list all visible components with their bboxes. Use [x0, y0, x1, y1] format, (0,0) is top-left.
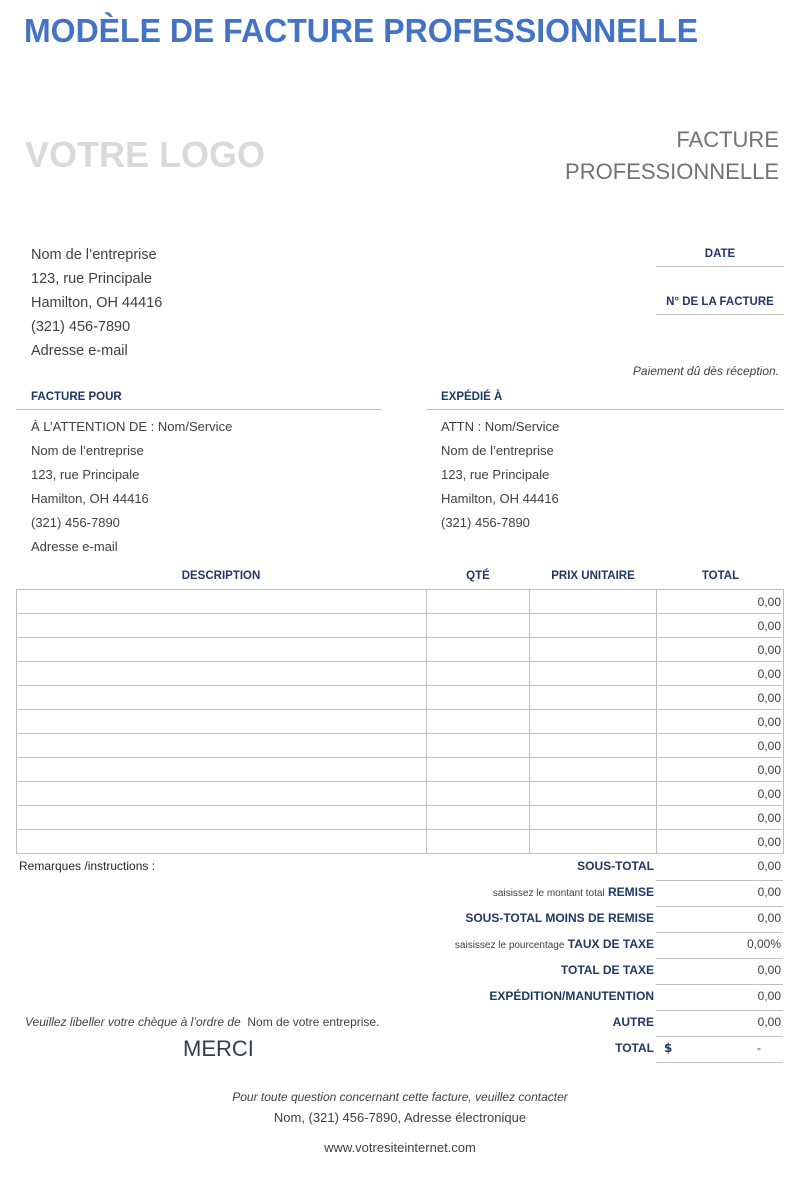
invoice-title-line2: PROFESSIONNELLE	[565, 159, 779, 184]
unit-price-cell[interactable]	[530, 686, 657, 710]
unit-price-cell[interactable]	[530, 614, 657, 638]
description-cell[interactable]	[17, 590, 427, 614]
table-row	[17, 734, 784, 758]
table-row	[17, 830, 784, 854]
unit-price-cell[interactable]	[530, 590, 657, 614]
total-cell: 0,00	[657, 638, 784, 662]
shipping-label: EXPÉDITION/MANUTENTION	[489, 989, 654, 1003]
total-cell: 0,00	[657, 614, 784, 638]
website: www.votresiteinternet.com	[324, 1140, 476, 1155]
invoice-number-field[interactable]	[656, 314, 784, 315]
sender-street[interactable]: 123, rue Principale	[31, 271, 152, 287]
bill-to-heading: FACTURE POUR	[31, 391, 122, 403]
unit-price-cell[interactable]	[530, 710, 657, 734]
sender-email[interactable]: Adresse e-mail	[31, 343, 128, 359]
tax-rate-label: TAUX DE TAXE	[567, 937, 654, 951]
unit-price-cell[interactable]	[530, 758, 657, 782]
table-row	[17, 590, 784, 614]
total-cell: 0,00	[657, 662, 784, 686]
invoice-title-line1: FACTURE	[676, 127, 779, 152]
qty-cell[interactable]	[427, 710, 530, 734]
description-cell[interactable]	[17, 638, 427, 662]
table-row	[17, 686, 784, 710]
cheque-payee[interactable]: Nom de votre entreprise.	[247, 1015, 380, 1029]
summary-shipping	[380, 985, 783, 1011]
ship-to-divider	[427, 409, 784, 410]
description-cell[interactable]	[17, 758, 427, 782]
description-cell[interactable]	[17, 734, 427, 758]
column-header-qty: QTÉ	[466, 570, 490, 582]
date-label: DATE	[704, 248, 736, 260]
payment-note: Paiement dû dès réception.	[632, 364, 779, 378]
description-cell[interactable]	[17, 614, 427, 638]
discount-hint: saisissez le montant total	[492, 888, 605, 899]
total-cell: 0,00	[657, 710, 784, 734]
invoice-title	[565, 124, 779, 188]
page-title: MODÈLE DE FACTURE PROFESSIONNELLE	[24, 12, 699, 49]
bill-to-email[interactable]: Adresse e-mail	[31, 539, 118, 554]
invoice-number-label: N° DE LA FACTURE	[666, 296, 774, 308]
qty-cell[interactable]	[427, 614, 530, 638]
remarks-label: Remarques /instructions :	[19, 859, 156, 873]
table-row	[17, 710, 784, 734]
logo-placeholder: VOTRE LOGO	[25, 134, 266, 175]
table-row	[17, 758, 784, 782]
total-label: TOTAL	[615, 1041, 654, 1055]
summary-total	[380, 1037, 783, 1063]
subtotal-value: 0,00	[757, 859, 781, 873]
summary-discount	[380, 881, 783, 907]
table-row	[17, 638, 784, 662]
total-cell: 0,00	[657, 782, 784, 806]
qty-cell[interactable]	[427, 662, 530, 686]
bill-to-city[interactable]: Hamilton, OH 44416	[31, 491, 149, 506]
table-row	[17, 662, 784, 686]
table-row	[17, 806, 784, 830]
other-input[interactable]: 0,00	[757, 1015, 781, 1029]
bill-to-attention[interactable]: À L’ATTENTION DE : Nom/Service	[31, 419, 233, 434]
description-cell[interactable]	[17, 686, 427, 710]
ship-to-heading: EXPÉDIÉ À	[441, 391, 503, 403]
contact-intro: Pour toute question concernant cette facture, veuillez contacter	[232, 1090, 568, 1104]
sender-phone[interactable]: (321) 456-7890	[31, 319, 131, 335]
total-cell: 0,00	[657, 758, 784, 782]
description-cell[interactable]	[17, 806, 427, 830]
sender-block	[31, 243, 162, 363]
qty-cell[interactable]	[427, 734, 530, 758]
ship-to-city[interactable]: Hamilton, OH 44416	[441, 491, 559, 506]
items-table	[16, 589, 784, 854]
qty-cell[interactable]	[427, 830, 530, 854]
column-header-unit-price: PRIX UNITAIRE	[551, 570, 635, 582]
summary-divider	[656, 1062, 783, 1063]
tax-total-label: TOTAL DE TAXE	[560, 963, 654, 977]
shipping-input[interactable]: 0,00	[757, 989, 781, 1003]
bill-to-phone[interactable]: (321) 456-7890	[31, 515, 120, 530]
bill-to-block	[31, 415, 232, 559]
sender-company[interactable]: Nom de l’entreprise	[31, 247, 157, 263]
summary-other	[380, 1011, 783, 1037]
discount-label: REMISE	[607, 885, 654, 899]
currency-symbol: $	[664, 1041, 673, 1055]
ship-to-street[interactable]: 123, rue Principale	[441, 467, 550, 482]
subtotal-less-discount-value: 0,00	[757, 911, 781, 925]
date-field[interactable]	[656, 266, 784, 267]
ship-to-block	[441, 415, 559, 535]
qty-cell[interactable]	[427, 590, 530, 614]
ship-to-company[interactable]: Nom de l’entreprise	[441, 443, 554, 458]
summary-subtotal	[380, 855, 783, 881]
column-header-total: TOTAL	[701, 570, 740, 582]
qty-cell[interactable]	[427, 638, 530, 662]
subtotal-less-discount-label: SOUS-TOTAL MOINS DE REMISE	[465, 911, 654, 925]
bill-to-street[interactable]: 123, rue Principale	[31, 467, 140, 482]
summary-tax-total	[380, 959, 783, 985]
total-cell: 0,00	[657, 806, 784, 830]
column-header-description: DESCRIPTION	[181, 570, 261, 582]
ship-to-attention[interactable]: ATTN : Nom/Service	[441, 419, 560, 434]
description-cell[interactable]	[17, 662, 427, 686]
unit-price-cell[interactable]	[530, 734, 657, 758]
bill-to-divider	[16, 409, 381, 410]
total-cell: 0,00	[657, 830, 784, 854]
cheque-prefix: Veuillez libeller votre chèque à l’ordre de	[25, 1015, 241, 1029]
table-row	[17, 782, 784, 806]
description-cell[interactable]	[17, 830, 427, 854]
description-cell[interactable]	[17, 782, 427, 806]
qty-cell[interactable]	[427, 686, 530, 710]
tax-rate-hint: saisissez le pourcentage	[454, 940, 565, 951]
subtotal-label: SOUS-TOTAL	[577, 859, 654, 873]
total-value: -	[757, 1041, 761, 1055]
discount-input[interactable]: 0,00	[757, 885, 781, 899]
qty-cell[interactable]	[427, 782, 530, 806]
total-cell: 0,00	[657, 590, 784, 614]
tax-total-value: 0,00	[757, 963, 781, 977]
unit-price-cell[interactable]	[530, 806, 657, 830]
summary-tax-rate	[380, 933, 783, 959]
qty-cell[interactable]	[427, 806, 530, 830]
unit-price-cell[interactable]	[530, 782, 657, 806]
unit-price-cell[interactable]	[530, 638, 657, 662]
total-cell: 0,00	[657, 734, 784, 758]
thank-you: MERCI	[183, 1036, 254, 1061]
description-cell[interactable]	[17, 710, 427, 734]
ship-to-phone[interactable]: (321) 456-7890	[441, 515, 530, 530]
unit-price-cell[interactable]	[530, 830, 657, 854]
unit-price-cell[interactable]	[530, 662, 657, 686]
tax-rate-input[interactable]: 0,00%	[746, 937, 781, 951]
qty-cell[interactable]	[427, 758, 530, 782]
cheque-instruction	[25, 1015, 379, 1029]
other-label: AUTRE	[612, 1015, 654, 1029]
summary-subtotal-less-discount	[380, 907, 783, 933]
sender-city[interactable]: Hamilton, OH 44416	[31, 295, 163, 311]
total-cell: 0,00	[657, 686, 784, 710]
contact-details: Nom, (321) 456-7890, Adresse électronique	[273, 1110, 527, 1125]
table-row	[17, 614, 784, 638]
bill-to-company[interactable]: Nom de l’entreprise	[31, 443, 144, 458]
